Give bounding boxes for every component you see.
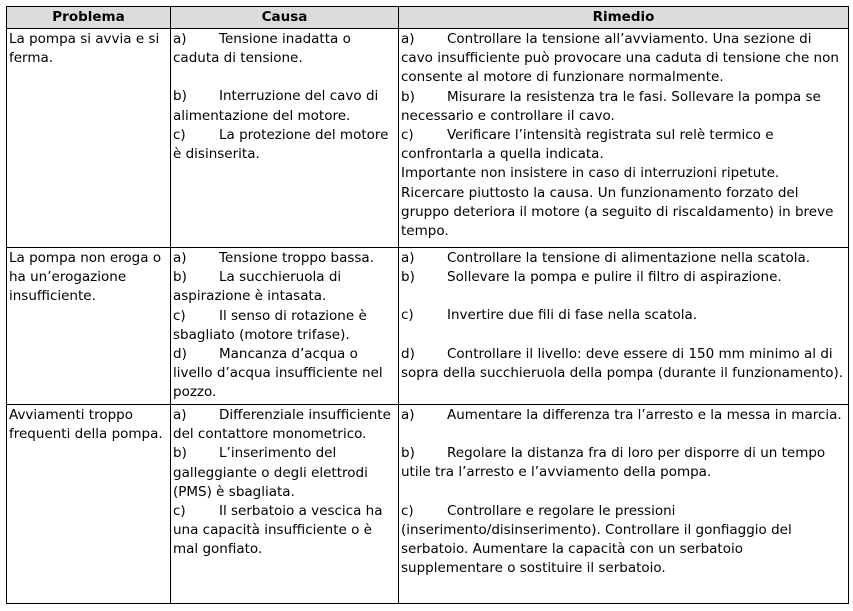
item-text: La protezione del motore è disinserita. (173, 126, 389, 163)
cause-item (173, 87, 396, 125)
item-text: Controllare la tensione di alimentazione nella scatola. (447, 250, 811, 266)
problem-cell (7, 248, 171, 405)
item-text: Controllare la tensione all’avviamento. Una sezione di cavo insufficiente può provocare una caduta di tensione che non consente al motore di funzionare normalmente. (401, 31, 839, 86)
item-text: Il serbatoio a vescica ha una capacità insufficiente o è mal gonfiato. (173, 503, 383, 558)
table-row (7, 405, 849, 604)
item-letter: d) (401, 345, 415, 362)
remedy-item (401, 249, 846, 268)
item-letter: c) (173, 307, 186, 324)
item-text: L’inserimento del galleggiante o degli elettrodi (PMS) è sbagliata. (173, 445, 368, 500)
spacer (173, 68, 396, 87)
item-text: Regolare la distanza fra di loro per disporre di un tempo utile tra l’arresto e l’avviamento della pompa. (401, 445, 826, 481)
cause-item (173, 249, 396, 268)
remedy-item (401, 345, 846, 383)
item-text: Aumentare la differenza tra l’arresto e la messa in marcia. (447, 407, 842, 423)
problem-text: La pompa non eroga o ha un’erogazione insufficiente. (9, 250, 162, 305)
item-letter: a) (401, 31, 415, 47)
item-letter: b) (173, 88, 187, 105)
remedy-note: Importante non insistere in caso di interruzioni ripetute. Ricercare piuttosto la causa. Un funzionamento forzato del gruppo deteriora il motore (a seguito di riscaldamento) in breve tempo. (401, 165, 834, 240)
cause-item (173, 126, 396, 164)
table-row (7, 248, 849, 405)
item-text: Tensione inadatta o caduta di tensione. (173, 31, 351, 67)
item-text: Controllare e regolare le pressioni (inserimento/disinserimento). Controllare il gonfiaggio del serbatoio. Aumentare la capacità con un serbatoio supplementare o sostituire il serbatoio. (401, 502, 792, 577)
item-letter: c) (401, 307, 414, 324)
spacer (401, 287, 846, 306)
spacer (401, 483, 846, 502)
remedy-item (401, 88, 846, 126)
problem-text: La pompa si avvia e si ferma. (9, 31, 160, 67)
item-text: Controllare il livello: deve essere di 150 mm minimo al di sopra della succhieruola della pompa (durante il funzionamento). (401, 345, 844, 381)
problem-text: Avviamenti troppo frequenti della pompa. (9, 407, 163, 443)
item-text: Invertire due fili di fase nella scatola. (447, 307, 698, 324)
item-letter: c) (173, 503, 186, 520)
item-text: Il senso di rotazione è sbagliato (motore trifase). (173, 307, 367, 343)
item-text: Verificare l’intensità registrata sul relè termico e confrontarla a quella indicata. (401, 127, 774, 163)
item-text: Tensione troppo bassa. (219, 250, 374, 266)
header-problem: Problema (7, 7, 171, 29)
item-letter: b) (401, 88, 415, 105)
cause-item (173, 406, 396, 444)
item-letter: b) (173, 269, 187, 286)
table-row (7, 29, 849, 248)
cause-cell (171, 29, 399, 248)
item-letter: d) (173, 346, 187, 363)
remedy-item (401, 444, 846, 482)
remedy-item (401, 126, 846, 164)
remedy-item (401, 30, 846, 88)
troubleshooting-table (6, 6, 849, 604)
item-letter: c) (173, 126, 186, 143)
remedy-item (401, 406, 846, 425)
item-text: Mancanza d’acqua o livello d’acqua insufficiente nel pozzo. (173, 346, 383, 401)
cause-item (173, 444, 396, 502)
cause-item (173, 502, 396, 560)
cause-cell (171, 248, 399, 405)
item-text: Interruzione del cavo di alimentazione del motore. (173, 88, 379, 124)
item-text: Differenziale insufficiente del contattore monometrico. (173, 407, 391, 443)
spacer (401, 326, 846, 345)
remedy-cell (399, 29, 849, 248)
cause-item (173, 345, 396, 403)
item-text: La succhieruola di aspirazione è intasata. (173, 269, 342, 305)
item-letter: b) (173, 445, 187, 462)
problem-cell (7, 405, 171, 604)
cause-item (173, 30, 396, 68)
cause-item (173, 268, 396, 306)
cause-cell (171, 405, 399, 604)
item-letter: a) (173, 407, 187, 423)
item-letter: b) (401, 269, 415, 286)
cause-item (173, 307, 396, 345)
item-letter: c) (401, 502, 414, 519)
item-letter: c) (401, 127, 414, 144)
item-letter: b) (401, 445, 415, 462)
remedy-item (401, 306, 846, 325)
item-letter: a) (401, 250, 415, 266)
item-letter: a) (401, 407, 415, 423)
item-letter: a) (173, 31, 187, 47)
remedy-cell (399, 248, 849, 405)
header-row (7, 7, 849, 29)
problem-cell (7, 29, 171, 248)
spacer (401, 425, 846, 444)
remedy-cell (399, 405, 849, 604)
item-letter: a) (173, 250, 187, 266)
item-text: Sollevare la pompa e pulire il filtro di aspirazione. (447, 269, 782, 286)
remedy-item (401, 502, 846, 579)
header-remedy: Rimedio (399, 7, 849, 29)
header-cause: Causa (171, 7, 399, 29)
remedy-item (401, 268, 846, 287)
item-text: Misurare la resistenza tra le fasi. Sollevare la pompa se necessario e controllare il cavo. (401, 88, 821, 124)
